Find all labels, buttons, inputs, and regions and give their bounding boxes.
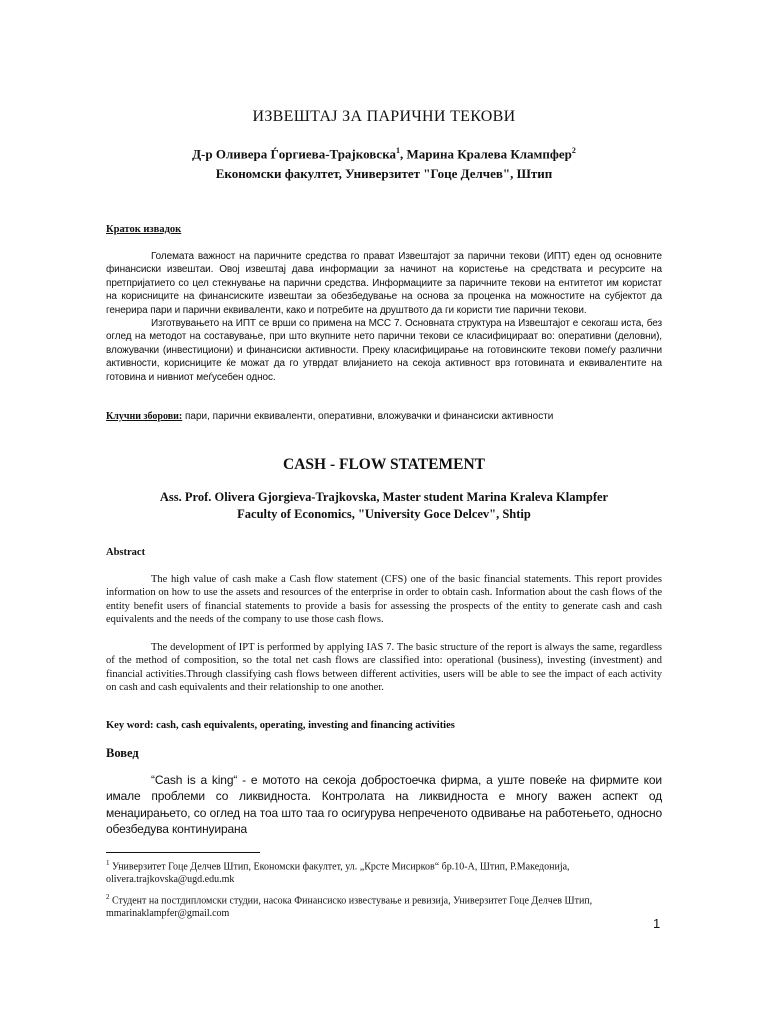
abstract-paragraph-1 [106, 573, 662, 626]
footnote-divider [106, 852, 260, 853]
footnote-ref-1[interactable]: 1 [396, 146, 400, 155]
summary-paragraph-2: Изготвувањето на ИПТ се врши со примена на МСС 7. Основната структура на Извештајот е секогаш иста, без оглед на методот на составување, при што вкупните нето парични текови се класифицираат во: оперативни (деловни), вложувачки (инвестициони) и финансиски активности. Преку класифицирање на готовинските текови помеѓу различни активности, корисниците ќе можат да го утврдат влијанието на секоја активност врз готовината и еквивалентите на готовина и нивниот меѓусебен однос. [106, 318, 662, 383]
keywords-label-mk: Клучни зборови: [106, 411, 183, 422]
footnote-1 [106, 857, 666, 887]
footnote-1-text: Универзитет Гоце Делчев Штип, Економски факултет, ул. „Крсте Мисирков“ бр.10-А, Штип, Р.Македонија, olivera.trajkovska@ugd.edu.mk [106, 861, 570, 886]
abstract-paragraph-1-text: The high value of cash make a Cash flow statement (CFS) one of the basic financial statements. This report provides information on how to use the assets and resources of the enterprise in order to obtain cash. Information about the cash flows of the entity benefit users of financial statements to provide a basis for assessing the prospects of the entity to generate cash and cash equivalents and the needs of the company to use those cash flows. [106, 574, 662, 625]
keywords-mk [106, 411, 666, 422]
summary-paragraph-1: Големата важност на паричните средства го прават Извештајот за парични текови (ИПТ) еден од основните финансиски извештаи. Овој извештај дава информации за начинот на користење на средствата и ресурсите на претпријатието со цел стекнување на парични средства. Информациите за паричните текови на ентитетот им користат на корисниците на финансиските извештаи за обезбедување на основа за проценка на можностите на субјектот да генерира пари и парични еквиваленти, како и потребите на друштвото да ги користи тие парични текови. [106, 251, 662, 316]
summary-label-mk: Краток извадок [106, 224, 182, 235]
intro-paragraph-text: “Cash is a king“ - е мотото на секоја добростоечка фирма, а уште повеќе на фирмите кои имале проблеми со ликвидноста. Контролата на ликвидноста е многу важен аспект од менаџирањето, со оглед на тоа што таа го осигурува непреченото одвивање на работењето, односно обезбедува континуирана [106, 773, 662, 837]
section-heading-intro: Вовед [106, 746, 139, 760]
paper-title-mk: ИЗВЕШТАЈ ЗА ПАРИЧНИ ТЕКОВИ [252, 108, 516, 125]
keywords-text-mk: пари, парични еквиваленти, оперативни, вложувачки и финансиски активности [182, 411, 554, 422]
authors-block-mk [0, 141, 768, 184]
author-2-name: , Марина Кралева Клампфер [400, 146, 572, 162]
footnote-2-mark: 2 [106, 892, 110, 901]
abstract-label-en: Abstract [106, 547, 146, 558]
footnote-1-mark: 1 [106, 859, 110, 867]
paper-title-en: CASH - FLOW STATEMENT [283, 456, 485, 473]
abstract-paragraph-2-text: The development of IPT is performed by applying IAS 7. The basic structure of the report is always the same, regardless of the method of composition, so the total net cash flows are classified into: operational (business), investing (investment) and financial activities.Through classifying cash flows between different activities, users will be able to see the impact of each activity on cash and cash equivalents and their relationship to one another. [106, 642, 662, 693]
affiliation-mk: Економски факултет, Универзитет "Гоце Делчев", Штип [215, 166, 553, 182]
footnote-ref-2[interactable]: 2 [571, 146, 576, 155]
authors-block-en [0, 489, 768, 523]
author-1-name: Д-р Оливера Ѓоргиева-Трајковска [192, 146, 396, 162]
intro-paragraph [106, 772, 662, 838]
footnotes [106, 857, 666, 925]
authors-line-mk [0, 141, 768, 164]
keywords-en: Key word: cash, cash equivalents, operating, investing and financing activities [106, 720, 455, 731]
authors-line-en: Ass. Prof. Olivera Gjorgieva-Trajkovska, Master student Marina Kraleva Klampfer [159, 490, 609, 504]
footnote-2 [106, 891, 666, 921]
footnote-2-text: Студент на постдипломски студии, насока Финансиско известување и ревизија, Универзитет Гоце Делчев Штип, mmarinaklampfer@gmail.com [106, 895, 593, 920]
summary-body-mk [106, 250, 662, 384]
affiliation-en: Faculty of Economics, "University Goce Delcev", Shtip [237, 507, 531, 521]
abstract-paragraph-2 [106, 641, 662, 694]
page-number: 1 [653, 916, 661, 931]
